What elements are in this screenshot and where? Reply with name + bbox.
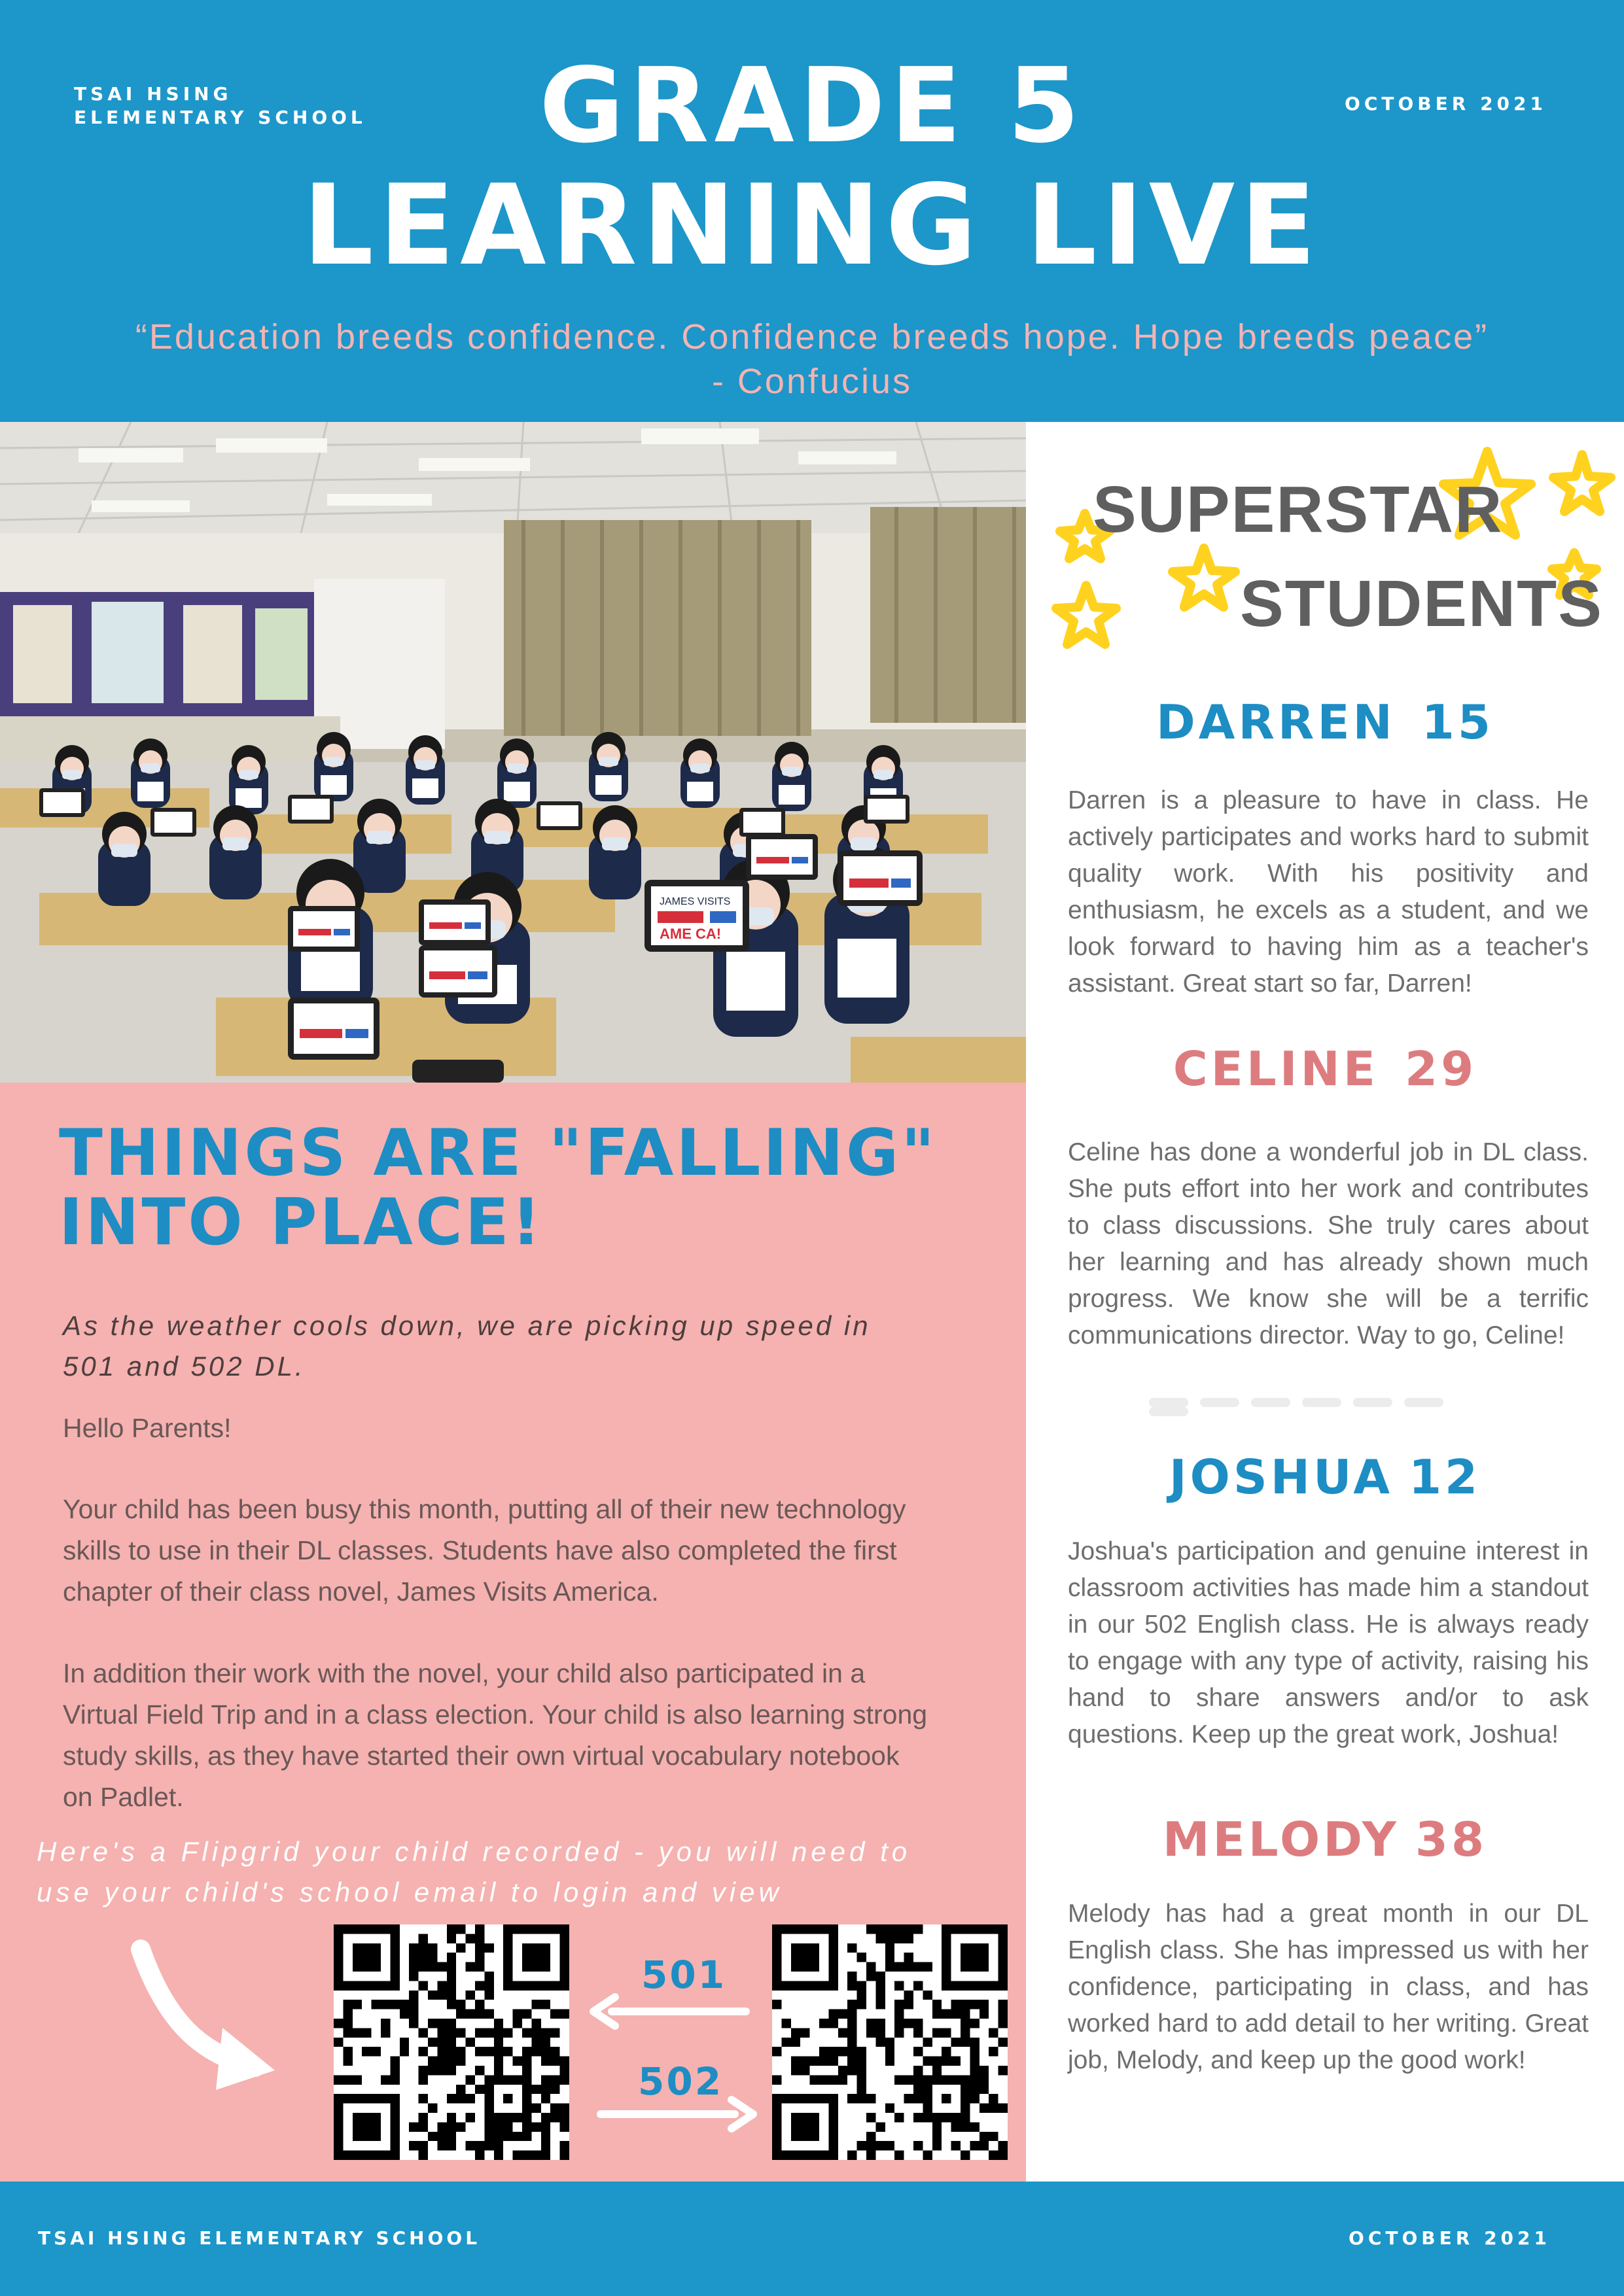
- article-paragraph-2: [63, 1653, 998, 1818]
- student-name-celine: [1026, 1041, 1624, 1096]
- left-arrow-icon: [586, 1992, 752, 2031]
- classroom-photo-illustration: [0, 422, 1026, 1083]
- article-paragraph-2-line2: Virtual Field Trip and in a class election. Your child is also learning strong: [63, 1699, 928, 1730]
- article-lead: [63, 1306, 992, 1387]
- student-name: JOSHUA: [1169, 1450, 1393, 1505]
- curved-arrow-icon: [124, 1936, 294, 2100]
- student-text-celine: Celine has done a wonderful job in DL class. She puts effort into her work and contributes to class discussions. She truly cares about her learning and has already shown much progress. We know she will be a terrific communications director. Way to go, Celine!: [1068, 1138, 1589, 1349]
- star-doodle-icon: [1056, 585, 1116, 644]
- article-greeting: Hello Parents!: [63, 1413, 232, 1443]
- class-label-502: 502: [638, 2059, 724, 2104]
- article-lead-line1: As the weather cools down, we are picking up speed in: [63, 1310, 871, 1341]
- article-paragraph-1-line2: skills to use in their DL classes. Students have also completed the first: [63, 1535, 897, 1565]
- student-number: 15: [1421, 695, 1494, 750]
- student-name-darren: [1026, 695, 1624, 750]
- article-paragraph-2-line3: study skills, as they have started their own virtual vocabulary notebook: [63, 1741, 900, 1771]
- right-arrow-icon: [594, 2095, 761, 2134]
- tablet-caption-top: JAMES VISITS: [660, 896, 731, 907]
- article-paragraph-2-line1: In addition their work with the novel, your child also participated in a: [63, 1658, 866, 1688]
- qr-code-icon: [772, 1924, 1008, 2160]
- star-doodle-icon: [1173, 548, 1235, 607]
- flipgrid-note-line1: Here's a Flipgrid your child recorded - you will need to: [37, 1836, 911, 1867]
- qr-code-501[interactable]: [334, 1924, 569, 2160]
- class-label-501: 501: [641, 1953, 727, 1997]
- school-name-bottom: TSAI HSING ELEMENTARY SCHOOL: [38, 2227, 481, 2249]
- quote-text: “Education breeds confidence. Confidence breeds hope. Hope breeds peace”: [135, 317, 1489, 357]
- star-doodles: [1026, 432, 1624, 693]
- student-name: MELODY: [1162, 1812, 1400, 1867]
- article-paragraph-1-line3: chapter of their class novel, James Visits America.: [63, 1576, 659, 1607]
- student-text-joshua: Joshua's participation and genuine interest in classroom activities has made him a standout in our 502 English class. He is always ready to engage with any type of activity, raising his hand to share answers and/or to ask questions. Keep up the great work, Joshua!: [1068, 1537, 1589, 1748]
- student-name-melody: [1026, 1812, 1624, 1867]
- superstar-heading-line1: SUPERSTAR: [1093, 473, 1504, 546]
- article-lead-line2: 501 and 502 DL.: [63, 1351, 306, 1382]
- superstar-heading-line2: STUDENTS: [1240, 567, 1603, 640]
- school-name-line1: TSAI HSING: [74, 83, 232, 105]
- article-paragraph-1-line1: Your child has been busy this month, putting all of their new technology: [63, 1494, 906, 1524]
- student-text-melody: Melody has had a great month in our DL English class. She has impressed us with her confidence, participating in class, and has worked hard to add detail to her writing. Great job, Melody, and keep up the good work!: [1068, 1900, 1589, 2074]
- article-title: [59, 1116, 975, 1260]
- article-title-line1: THINGS ARE "FALLING": [59, 1116, 938, 1191]
- flipgrid-note: [37, 1832, 1018, 1913]
- dashed-divider: [1149, 1398, 1502, 1407]
- newsletter-title-line2: LEARNING LIVE: [302, 161, 1322, 290]
- tablet-caption-bottom: AME CA!: [660, 926, 722, 942]
- issue-date-bottom: OCTOBER 2021: [1349, 2227, 1551, 2249]
- article-paragraph-1: [63, 1489, 998, 1612]
- flipgrid-note-line2: use your child's school email to login and view: [37, 1877, 783, 1907]
- student-number: 38: [1415, 1812, 1488, 1867]
- school-name-line2: ELEMENTARY SCHOOL: [74, 107, 366, 128]
- student-name-joshua: [1026, 1450, 1624, 1505]
- quote-author: - Confucius: [711, 362, 913, 401]
- article-title-line2: INTO PLACE!: [59, 1185, 544, 1260]
- class-photo: [0, 422, 1026, 1083]
- newsletter-title-line1: GRADE 5: [539, 46, 1085, 166]
- article-paragraph-2-line4: on Padlet.: [63, 1782, 184, 1812]
- student-name: CELINE: [1173, 1041, 1379, 1096]
- qr-code-502[interactable]: [772, 1924, 1008, 2160]
- student-number: 12: [1408, 1450, 1481, 1505]
- student-text-darren: Darren is a pleasure to have in class. He actively participates and works hard to submit quality work. With his positivity and enthusiasm, he excels as a student, and we look forward to having him as a teacher's assistant. Great start so far, Darren!: [1068, 786, 1589, 998]
- issue-date-top: OCTOBER 2021: [1345, 93, 1547, 114]
- qr-code-icon: [334, 1924, 569, 2160]
- student-name: DARREN: [1156, 695, 1396, 750]
- star-doodle-icon: [1553, 455, 1611, 512]
- student-number: 29: [1404, 1041, 1477, 1096]
